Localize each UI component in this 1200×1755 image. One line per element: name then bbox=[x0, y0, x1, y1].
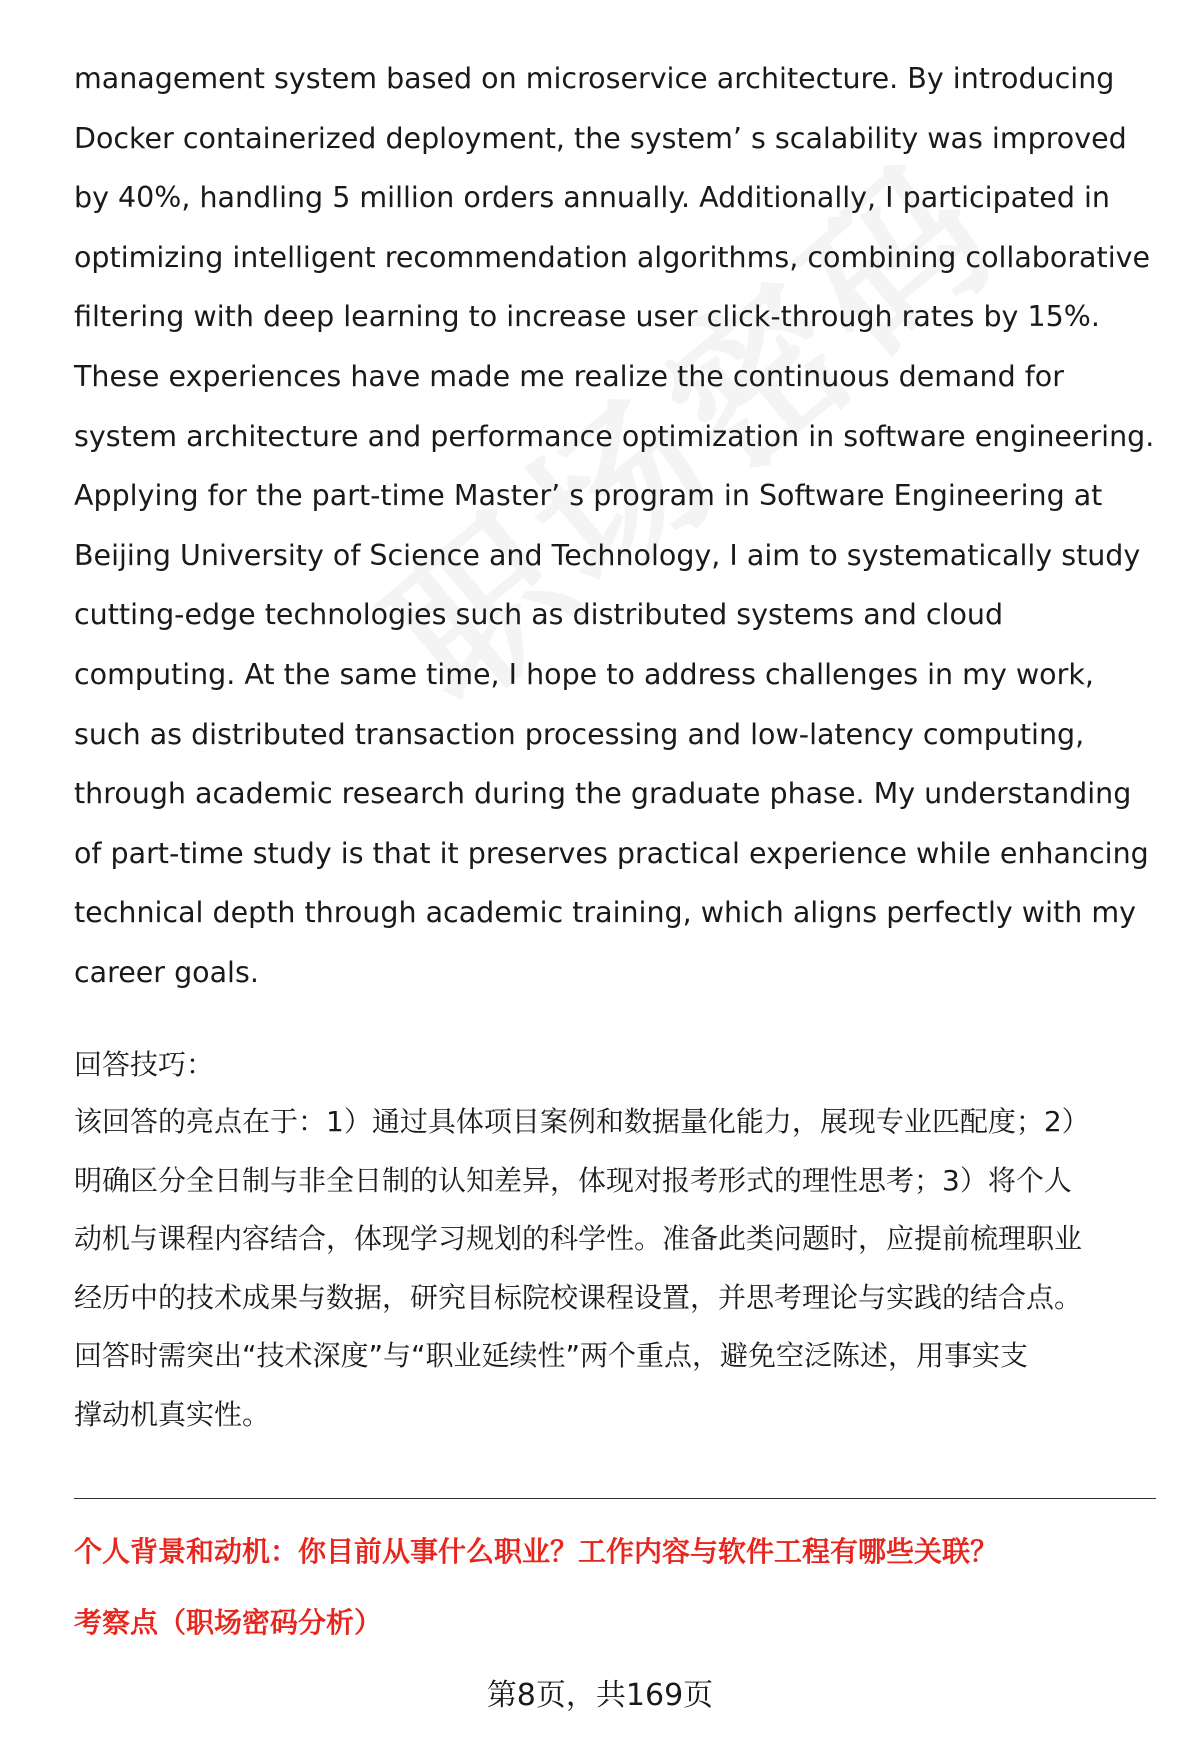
paragraph-line: Beijing University of Science and Technology, I aim to systematically study bbox=[74, 538, 1141, 572]
paragraph-line: of part-time study is that it preserves practical experience while enhancing bbox=[74, 836, 1149, 870]
paragraph-line: technical depth through academic training, which aligns perfectly with my bbox=[74, 896, 1136, 930]
paragraph-line: These experiences have made me realize the continuous demand for bbox=[74, 359, 1064, 393]
tips-line: 撑动机真实性。 bbox=[74, 1397, 271, 1431]
paragraph-line: system architecture and performance optimization in software engineering. bbox=[74, 419, 1155, 453]
paragraph-line: career goals. bbox=[74, 955, 259, 989]
question-subheading: 考察点（职场密码分析） bbox=[74, 1606, 383, 1639]
paragraph-line: computing. At the same time, I hope to address challenges in my work, bbox=[74, 657, 1094, 691]
paragraph-line: optimizing intelligent recommendation algorithms, combining collaborative bbox=[74, 240, 1151, 274]
paragraph-line: by 40%, handling 5 million orders annually. Additionally, I participated in bbox=[74, 181, 1110, 215]
tips-line: 动机与课程内容结合，体现学习规划的科学性。准备此类问题时，应提前梳理职业 bbox=[74, 1222, 1083, 1255]
paragraph-line: through academic research during the graduate phase. My understanding bbox=[74, 777, 1132, 811]
question-heading: 个人背景和动机：你目前从事什么职业？工作内容与软件工程有哪些关联？ bbox=[74, 1535, 999, 1568]
section-divider bbox=[74, 1498, 1156, 1499]
tips-label: 回答技巧： bbox=[74, 1048, 215, 1081]
paragraph-line: such as distributed transaction processing and low-latency computing, bbox=[74, 717, 1085, 751]
tips-line: 经历中的技术成果与数据，研究目标院校课程设置，并思考理论与实践的结合点。 bbox=[74, 1280, 1083, 1314]
tips-line: 明确区分全日制与非全日制的认知差异，体现对报考形式的理性思考；3）将个人 bbox=[74, 1163, 1072, 1197]
paragraph-line: management system based on microservice architecture. By introducing bbox=[74, 62, 1115, 95]
paragraph-line: Applying for the part-time Master’ s program in Software Engineering at bbox=[74, 479, 1103, 513]
tips-line: 该回答的亮点在于：1）通过具体项目案例和数据量化能力，展现专业匹配度；2） bbox=[74, 1105, 1090, 1138]
paragraph-line: cutting-edge technologies such as distributed systems and cloud bbox=[74, 598, 1004, 632]
tips-paragraph bbox=[74, 1093, 1164, 1444]
paragraph-line: Docker containerized deployment, the system’ s scalability was improved bbox=[74, 121, 1127, 155]
tips-line: 回答时需突出“技术深度”与“职业延续性”两个重点，避免空泛陈述，用事实支 bbox=[74, 1339, 1029, 1372]
paragraph-line: filtering with deep learning to increase user click-through rates by 15%. bbox=[74, 300, 1100, 334]
answer-paragraph bbox=[74, 49, 1164, 1003]
page-number: 第8页，共169页 bbox=[486, 1678, 714, 1713]
